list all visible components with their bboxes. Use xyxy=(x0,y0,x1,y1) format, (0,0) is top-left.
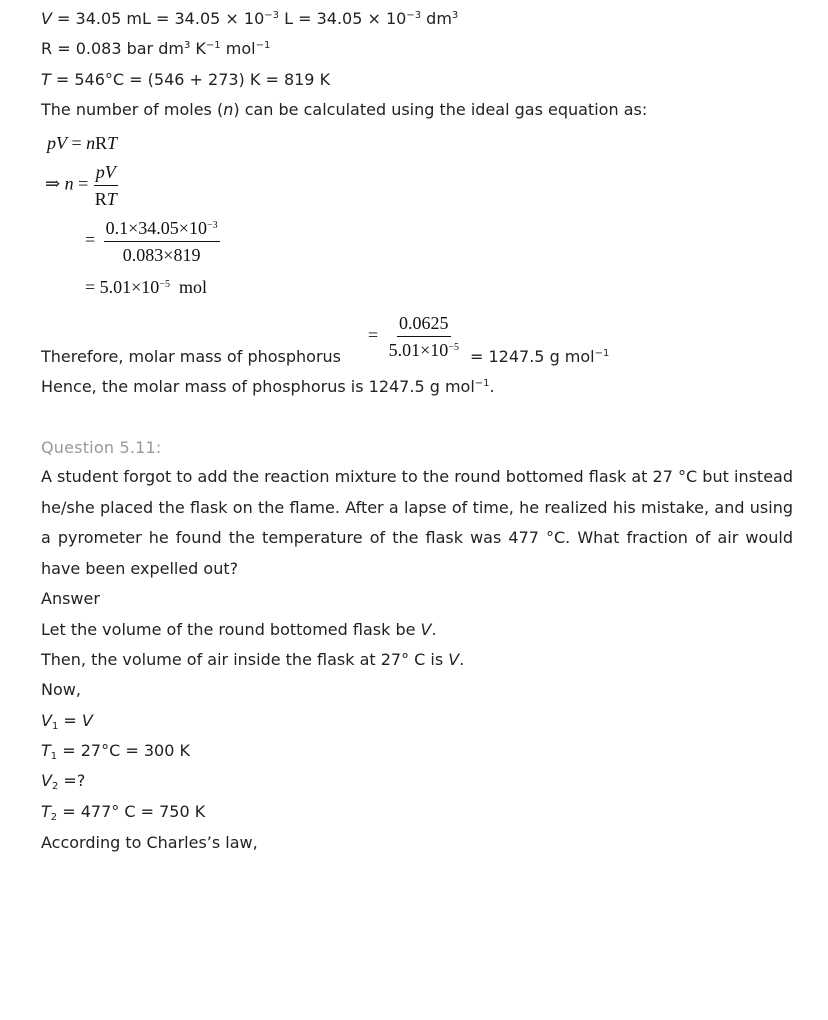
molar-mass-result-exp: −1 xyxy=(594,348,610,359)
moles-substitution xyxy=(85,218,220,265)
v2-line xyxy=(41,771,85,791)
gas-constant-mol: mol xyxy=(220,39,256,58)
t1-line xyxy=(41,741,190,761)
moles-intro-post: ) can be calculated using the ideal gas equation as: xyxy=(233,100,648,119)
ideal-gas-equation xyxy=(47,133,117,153)
molar-mass-fraction-block xyxy=(368,313,461,360)
gas-constant-line xyxy=(41,39,270,59)
molar-mass-result xyxy=(470,347,609,367)
moles-result-value: = 5.01×10 xyxy=(85,277,160,297)
t1-subscript: 1 xyxy=(50,751,58,762)
volume-exp-1: −3 xyxy=(264,10,279,21)
moles-result-exp: −5 xyxy=(159,279,170,290)
molar-mass-equals: = xyxy=(368,324,379,345)
molar-mass-conclusion xyxy=(41,377,495,397)
answer-now: Now, xyxy=(41,680,81,699)
molar-mass-fraction-den-exp: −5 xyxy=(448,342,459,353)
substitution-fraction-num-value: 0.1×34.05×10 xyxy=(105,218,207,238)
moles-result xyxy=(85,277,207,297)
eq2-n: n xyxy=(64,173,74,194)
volume-line xyxy=(41,9,458,29)
answer-line-1-pre: Let the volume of the round bottomed flask be xyxy=(41,620,421,639)
eq1-T: T xyxy=(107,133,118,153)
volume-symbol: V xyxy=(41,9,52,28)
gas-constant-mid: K xyxy=(190,39,206,58)
question-text: A student forgot to add the reaction mixture to the round bottomed flask at 27 °C but instead he/she placed the flask on the flame. After a lapse of time, he realized his mistake, and using a pyrometer he found the temperature of the flask was 477 °C. What fraction of air would have been expelled out? xyxy=(41,467,793,578)
eq2-equals: = xyxy=(73,173,93,194)
t2-line xyxy=(41,802,205,822)
eq1-V: V xyxy=(56,133,67,153)
moles-formula xyxy=(45,162,119,209)
moles-fraction-den-r: R xyxy=(94,189,107,209)
answer-line-2-v: V xyxy=(448,650,460,669)
eq1-R: R xyxy=(95,133,108,153)
volume-unit: dm xyxy=(421,9,452,28)
temperature-line xyxy=(41,70,330,90)
moles-intro-line xyxy=(41,100,647,120)
answer-line-1-v: V xyxy=(420,620,432,639)
molar-mass-conclusion-end: . xyxy=(489,377,495,396)
gas-constant-exp-3: −1 xyxy=(255,40,271,51)
t2-symbol: T xyxy=(41,802,51,821)
moles-fraction-num xyxy=(94,162,118,186)
moles-fraction-den-t: T xyxy=(106,189,117,209)
molar-mass-conclusion-text: Hence, the molar mass of phosphorus is 1247.5 g mol xyxy=(41,377,475,396)
v1-equals: = xyxy=(58,711,82,730)
volume-mid: L = 34.05 × 10 xyxy=(279,9,407,28)
t1-equals: = 27°C = 300 K xyxy=(57,741,190,760)
implies-arrow: ⇒ xyxy=(45,173,61,194)
eq1-p: p xyxy=(47,133,56,153)
v1-subscript: 1 xyxy=(51,721,59,732)
answer-line-2 xyxy=(41,650,464,670)
answer-line-1-end: . xyxy=(431,620,437,639)
gas-constant-exp-2: −1 xyxy=(205,40,221,51)
v1-line xyxy=(41,711,93,731)
moles-result-unit: mol xyxy=(169,277,207,297)
question-heading: Question 5.11: xyxy=(41,438,162,457)
charles-law-line: According to Charles’s law, xyxy=(41,833,258,852)
molar-mass-conclusion-exp: −1 xyxy=(474,378,490,389)
substitution-fraction-num xyxy=(104,218,220,242)
answer-line-2-pre: Then, the volume of air inside the flask at 27° C is xyxy=(41,650,449,669)
v1-value: V xyxy=(81,711,93,730)
volume-exp-2: −3 xyxy=(406,10,422,21)
volume-eq: = 34.05 mL = 34.05 × 10 xyxy=(51,9,265,28)
v2-equals: =? xyxy=(58,771,86,790)
substitution-fraction xyxy=(104,218,220,265)
temperature-eq: = 546°C = (546 + 273) K = 819 K xyxy=(50,70,331,89)
temperature-symbol: T xyxy=(41,70,51,89)
answer-label: Answer xyxy=(41,589,100,608)
moles-fraction-num-p: p xyxy=(95,162,105,182)
moles-fraction-den xyxy=(93,186,119,209)
answer-line-1 xyxy=(41,620,437,640)
moles-fraction-num-v: V xyxy=(104,162,116,182)
t2-subscript: 2 xyxy=(50,812,58,823)
moles-intro-pre: The number of moles ( xyxy=(41,100,224,119)
eq3-equals: = xyxy=(85,229,96,250)
molar-mass-fraction xyxy=(387,313,461,360)
t2-equals: = 477° C = 750 K xyxy=(57,802,206,821)
moles-intro-n: n xyxy=(223,100,234,119)
eq1-n: n xyxy=(86,133,96,153)
molar-mass-label: Therefore, molar mass of phosphorus xyxy=(41,347,341,366)
v1-symbol: V xyxy=(41,711,52,730)
molar-mass-fraction-num: 0.0625 xyxy=(397,313,451,337)
gas-constant-eq: R = 0.083 bar dm xyxy=(41,39,184,58)
answer-line-2-end: . xyxy=(459,650,465,669)
eq1-equals: = xyxy=(67,133,87,153)
gas-constant-exp-1: 3 xyxy=(183,40,191,51)
moles-fraction xyxy=(93,162,119,209)
molar-mass-fraction-den xyxy=(387,337,461,360)
v2-symbol: V xyxy=(41,771,52,790)
substitution-fraction-den: 0.083×819 xyxy=(122,245,201,265)
substitution-fraction-num-exp: −3 xyxy=(206,220,218,231)
t1-symbol: T xyxy=(41,741,51,760)
molar-mass-result-value: = 1247.5 g mol xyxy=(470,347,595,366)
volume-unit-exp: 3 xyxy=(451,10,459,21)
molar-mass-fraction-den-value: 5.01×10 xyxy=(388,340,449,360)
v2-subscript: 2 xyxy=(51,781,59,792)
